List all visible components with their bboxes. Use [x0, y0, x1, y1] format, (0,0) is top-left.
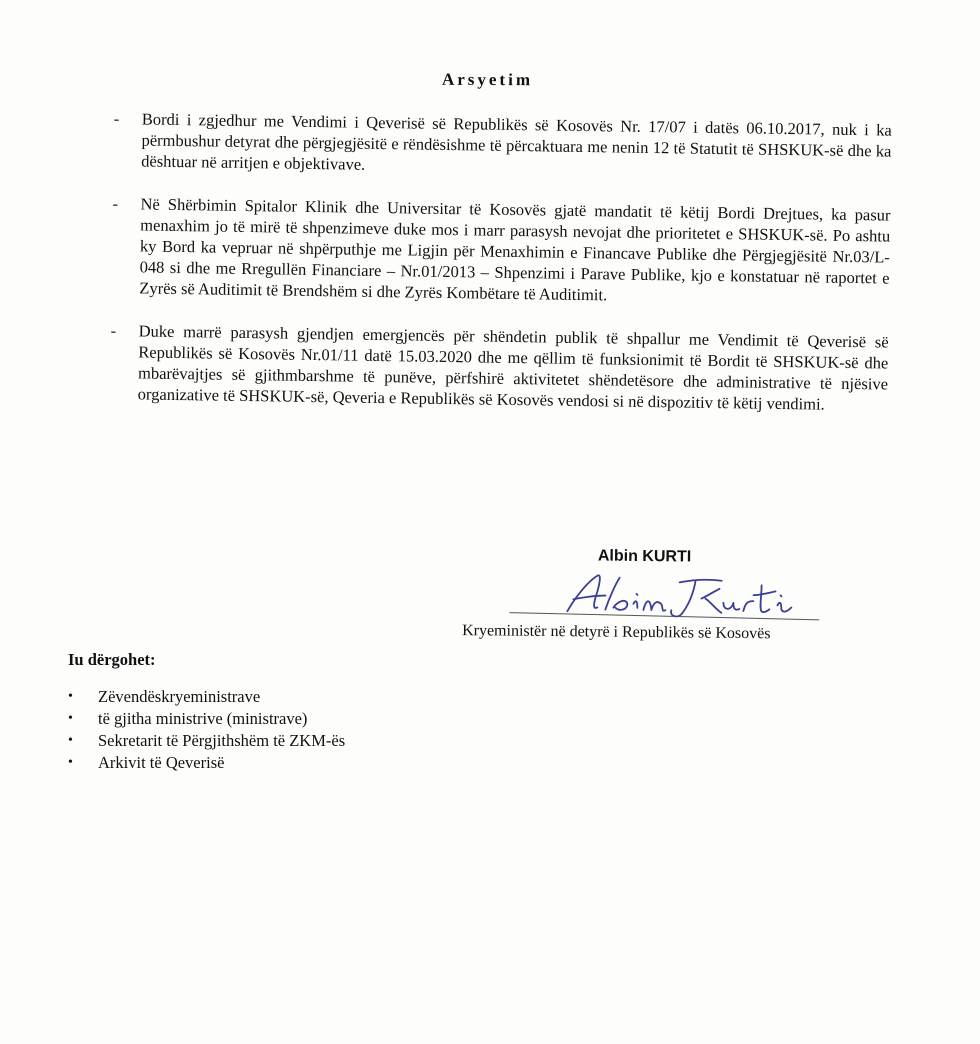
list-dash: -: [112, 194, 119, 214]
signer-title: Kryeministër në detyrë i Republikës së Kosovës: [462, 622, 771, 643]
bullet: •: [68, 733, 73, 748]
handwritten-signature: [509, 567, 830, 628]
bullet: •: [68, 755, 73, 770]
reason-text: Në Shërbimin Spitalor Klinik dhe Universitar të Kosovës gjatë mandatit të këtij Bordi Drejtues, ka pasur menaxhim jo të mirë të shpenzimeve duke mos i marr parasysh nevojat dhe prioritetet e SHSKUK-së. Po ashtu ky Bord ka vepruar në shpërputhje me Ligjin për Menaxhimin e Financave Publike dhe Përgjegjësitë Nr.03/L-048 si dhe me Rregullën Financiare – Nr.01/2013 – Shpenzimi i Parave Publike, kjo e konstatuar në raportet e Zyrës së Auditimit të Brendshëm si dhe Zyrës Kombëtare të Auditimit.: [139, 194, 891, 305]
reason-item: [111, 108, 892, 183]
reason-text: Bordi i zgjedhur me Vendimi i Qeverisë së Republikës së Kosovës Nr. 17/07 i datës 06.10.2017, nuk i ka përmbushur detyrat dhe përgjegjësitë e rëndësishme të përcaktuara me nenin 12 të Statutit të SHSKUK-së dhe ka dështuar në arritjen e objektivave.: [141, 109, 892, 174]
distribution-item-text: Sekretarit të Përgjithshëm të ZKM-ës: [98, 731, 346, 750]
list-item: [68, 686, 568, 708]
section-heading: Arsyetim: [441, 69, 534, 90]
reasons-list: [107, 108, 892, 438]
distribution-item-text: Zëvendëskryeministrave: [98, 687, 261, 706]
distribution-item-text: Arkivit të Qeverisë: [98, 753, 225, 772]
list-item: [68, 752, 568, 774]
list-item: [68, 708, 568, 730]
distribution-section: [68, 650, 568, 774]
signer-name: Albin KURTI: [597, 547, 692, 566]
reason-item: [108, 320, 889, 416]
reason-text: Duke marrë parasysh gjendjen emergjencës për shëndetin publik të shpallur me Vendimit të Qeverisë së Republikës së Kosovës Nr.01/11 datë 15.03.2020 dhe me qëllim të funksionimit të Bordit të SHSKUK-së dhe mbarëvajtjes së gjithmbarshme të punëve, përfshirë aktivitetet shëndetësore dhe administrative të njësive organizative të SHSKUK-së, Qeveria e Republikës së Kosovës vendosi si në dispozitiv të këtij vendimi.: [137, 321, 889, 414]
bullet: •: [68, 711, 73, 726]
list-dash: -: [110, 321, 117, 341]
bullet: •: [68, 689, 73, 704]
distribution-item-text: të gjitha ministrive (ministrave): [98, 709, 308, 728]
list-dash: -: [113, 109, 120, 129]
distribution-title: Iu dërgohet:: [68, 650, 156, 669]
reason-item: [109, 193, 890, 310]
signature-line: [509, 613, 819, 620]
signature-block: [455, 546, 875, 643]
list-item: [68, 730, 568, 752]
signature-strokes: [567, 575, 791, 618]
distribution-list: [68, 686, 568, 774]
